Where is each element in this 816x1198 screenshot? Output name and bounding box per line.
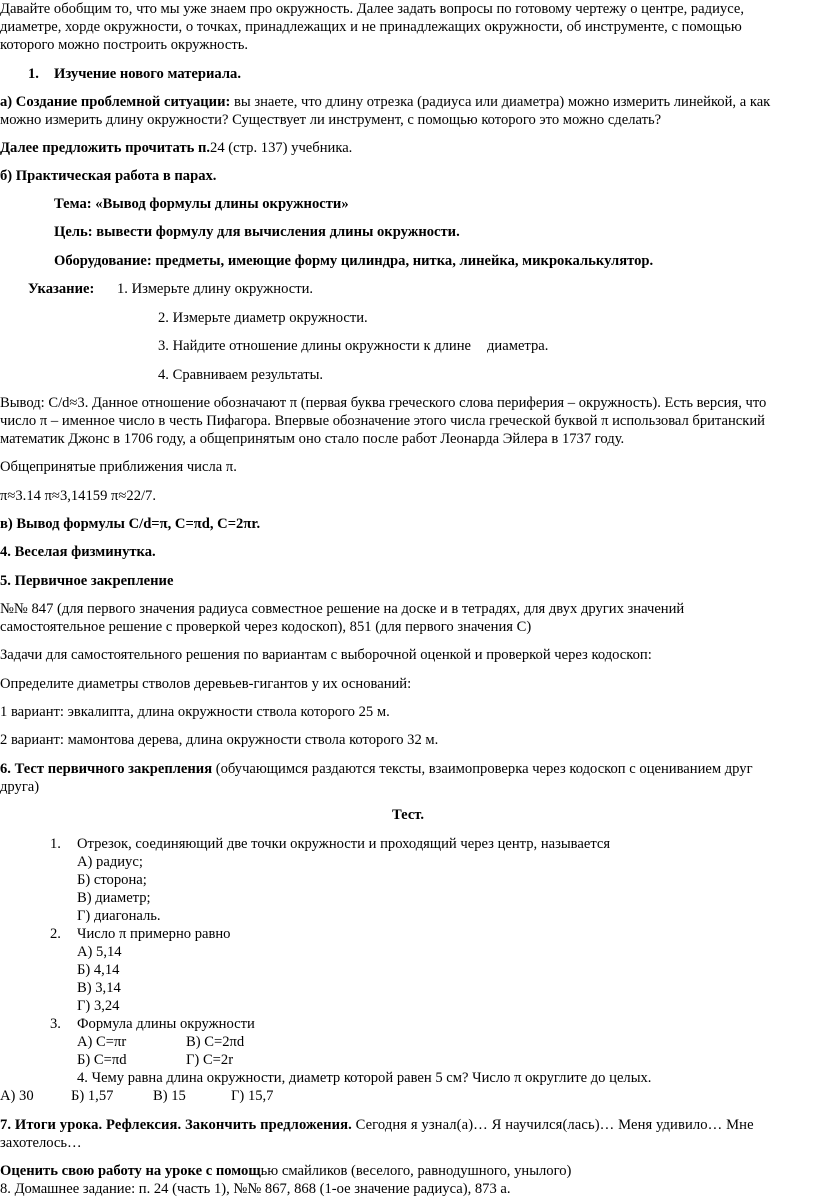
approximations-title: Общепринятые приближения числа π. bbox=[0, 459, 237, 475]
question-1-text: Отрезок, соединяющий две точки окружности и проходящий через центр, называется bbox=[77, 836, 611, 852]
instructions-label: Указание: bbox=[28, 281, 95, 297]
conclusion-line-3: математик Джонс в 1706 году, а общепринятым оно стало после работ Леонарда Эйлера в 1737 году. bbox=[0, 431, 625, 447]
section-1-number: 1. bbox=[28, 66, 39, 82]
question-3-option-a: А) C=πr bbox=[77, 1034, 127, 1050]
question-3-option-c: В) C=2πd bbox=[186, 1034, 245, 1050]
section-6-line-2: друга) bbox=[0, 779, 40, 795]
section-7-line-1: 7. Итоги урока. Рефлексия. Закончить предложения. Сегодня я узнал(а)… Я научился(лась)… Меня удивило… Мне bbox=[0, 1117, 754, 1133]
section-5-title: 5. Первичное закрепление bbox=[0, 573, 174, 589]
question-4-answer-d: Г) 15,7 bbox=[231, 1088, 274, 1104]
question-3-option-d: Г) C=2r bbox=[186, 1052, 234, 1068]
question-3-number: 3. bbox=[50, 1016, 61, 1032]
question-4-answer-a: А) 30 bbox=[0, 1088, 34, 1104]
instruction-step-3: 3. Найдите отношение длины окружности к длине bbox=[158, 338, 471, 354]
question-1-option-d: Г) диагональ. bbox=[77, 908, 161, 924]
practical-title: б) Практическая работа в парах. bbox=[0, 168, 217, 184]
question-1-option-c: В) диаметр; bbox=[77, 890, 151, 906]
question-3-text: Формула длины окружности bbox=[77, 1016, 255, 1032]
instruction-step-1: 1. Измерьте длину окружности. bbox=[117, 281, 314, 297]
variant-2: 2 вариант: мамонтова дерева, длина окружности ствола которого 32 м. bbox=[0, 732, 439, 748]
section-4-title: 4. Веселая физминутка. bbox=[0, 544, 156, 560]
tasks-line-2: самостоятельное решение с проверкой через кодоскоп), 851 (для первого значения С) bbox=[0, 619, 532, 635]
intro-line-2: диаметре, хорде окружности, о точках, принадлежащих и не принадлежащих окружности, об инструменте, с помощью bbox=[0, 19, 742, 35]
approximations-values: π≈3.14 π≈3,14159 π≈22/7. bbox=[0, 488, 156, 504]
question-3-option-b: Б) C=πd bbox=[77, 1052, 127, 1068]
self-assessment: Оценить свою работу на уроке с помощью смайликов (веселого, равнодушного, унылого) bbox=[0, 1163, 572, 1179]
formula-derivation: в) Вывод формулы C/d=π, C=πd, C=2πr. bbox=[0, 516, 261, 532]
homework: 8. Домашнее задание: п. 24 (часть 1), №№ 867, 868 (1-ое значение радиуса), 873 а. bbox=[0, 1181, 511, 1197]
conclusion-line-1: Вывод: C/d≈3. Данное отношение обозначают π (первая буква греческого слова периферия – окружность). Есть версия, что bbox=[0, 395, 767, 411]
instruction-step-4: 4. Сравниваем результаты. bbox=[158, 367, 324, 383]
question-2-text: Число π примерно равно bbox=[77, 926, 231, 942]
instruction-step-2: 2. Измерьте диаметр окружности. bbox=[158, 310, 368, 326]
variant-1: 1 вариант: эвкалипта, длина окружности ствола которого 25 м. bbox=[0, 704, 390, 720]
question-2-option-b: Б) 4,14 bbox=[77, 962, 120, 978]
question-2-option-d: Г) 3,24 bbox=[77, 998, 120, 1014]
intro-line-3: которого можно построить окружность. bbox=[0, 37, 249, 53]
question-4-text: 4. Чему равна длина окружности, диаметр которой равен 5 см? Число π округлите до целых. bbox=[77, 1070, 652, 1086]
tasks-line-1: №№ 847 (для первого значения радиуса совместное решение на доске и в тетрадях, для двух других значений bbox=[0, 601, 685, 617]
problem-line-2: можно измерить длину окружности? Существует ли инструмент, с помощью которого это можно сделать? bbox=[0, 112, 662, 128]
question-2-option-a: А) 5,14 bbox=[77, 944, 122, 960]
question-1-option-b: Б) сторона; bbox=[77, 872, 147, 888]
practical-equipment: Оборудование: предметы, имеющие форму цилиндра, нитка, линейка, микрокалькулятор. bbox=[54, 253, 654, 269]
variants-intro: Задачи для самостоятельного решения по вариантам с выборочной оценкой и проверкой через кодоскоп: bbox=[0, 647, 652, 663]
section-7-line-2: захотелось… bbox=[0, 1135, 82, 1151]
practical-theme: Тема: «Вывод формулы длины окружности» bbox=[54, 196, 349, 212]
section-6-line-1: 6. Тест первичного закрепления (обучающимся раздаются тексты, взаимопроверка через кодоскоп с оцениванием друг bbox=[0, 761, 753, 777]
question-1-number: 1. bbox=[50, 836, 61, 852]
practical-goal: Цель: вывести формулу для вычисления длины окружности. bbox=[54, 224, 460, 240]
conclusion-line-2: число π – именное число в честь Пифагора. Впервые обозначение этого числа греческой буквой π использовал британский bbox=[0, 413, 765, 429]
problem-line-1: а) Создание проблемной ситуации: вы знаете, что длину отрезка (радиуса или диаметра) можно измерить линейкой, а как bbox=[0, 94, 771, 110]
intro-line-1: Давайте обобщим то, что мы уже знаем про окружность. Далее задать вопросы по готовому чертежу о центре, радиусе, bbox=[0, 1, 744, 17]
test-title: Тест. bbox=[391, 807, 425, 823]
question-2-number: 2. bbox=[50, 926, 61, 942]
question-2-option-c: В) 3,14 bbox=[77, 980, 121, 996]
diameters-task: Определите диаметры стволов деревьев-гигантов у их оснований: bbox=[0, 676, 412, 692]
question-1-option-a: А) радиус; bbox=[77, 854, 143, 870]
reading-instruction: Далее предложить прочитать п.24 (стр. 137) учебника. bbox=[0, 140, 353, 156]
instruction-step-3-tail: диаметра. bbox=[487, 338, 549, 354]
question-4-answer-b: Б) 1,57 bbox=[71, 1088, 114, 1104]
section-1-title: Изучение нового материала. bbox=[54, 66, 241, 82]
question-4-answer-c: В) 15 bbox=[153, 1088, 186, 1104]
